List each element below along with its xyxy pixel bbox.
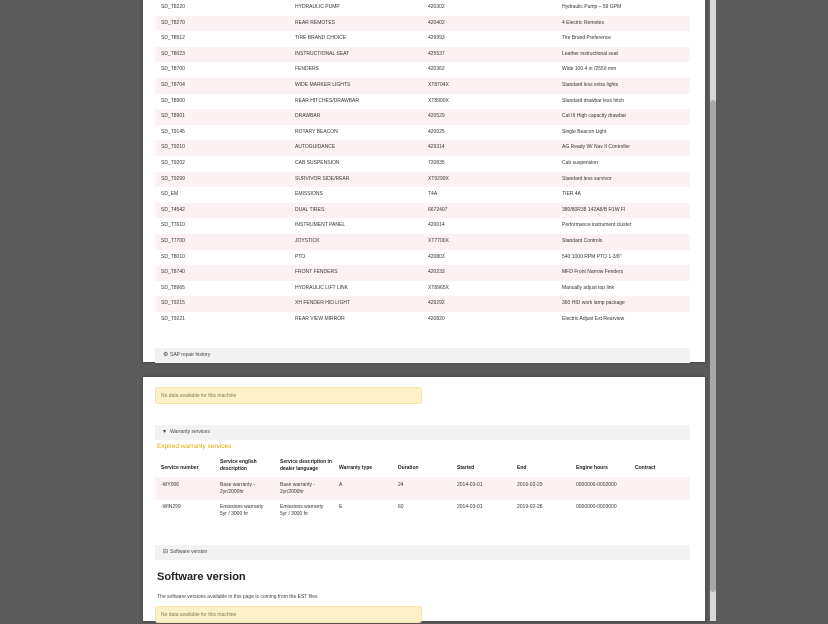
option-description-cell: MFD Front Narrow Fenders	[562, 269, 624, 276]
option-description-cell: Cab suspension	[562, 160, 598, 166]
option-number-cell: 420529	[428, 113, 445, 120]
table-row[interactable]	[155, 78, 690, 94]
started-cell: 2014-03-01	[457, 482, 483, 488]
option-code-cell: SD_T4542	[161, 206, 185, 213]
col-duration: Duration	[398, 465, 419, 471]
option-description-cell: 540 1000 RPM PTO 1-3/8"	[562, 253, 622, 260]
col-engine-hours: Engine hours	[576, 465, 608, 471]
table-row[interactable]	[155, 281, 690, 297]
option-code-cell: SD_T8220	[161, 4, 185, 10]
option-name-cell: DRAWBAR	[295, 113, 321, 120]
option-name-cell: PTO	[295, 253, 306, 260]
software-version-note: The software versions available in this page is coming from the EST files	[157, 594, 318, 600]
sap-repair-history-header[interactable]	[155, 348, 690, 363]
option-description-cell: 4 Electric Remotes	[562, 19, 604, 26]
option-name-cell: FRONT FENDERS	[295, 269, 338, 276]
option-code-cell: SD_T8740	[161, 269, 185, 276]
service-number-cell: -WIN299	[161, 504, 181, 510]
option-description-cell: Standard Controls	[562, 238, 603, 244]
option-number-cell: XT8704X	[428, 82, 449, 88]
option-name-cell: TIRE BRAND CHOICE	[295, 35, 347, 42]
option-code-cell: SD_T9299	[161, 175, 185, 182]
option-description-cell: Leather instructional seat	[562, 50, 618, 57]
end-cell: 2016-02-29	[517, 482, 543, 488]
option-code-cell: SD_T8010	[161, 253, 185, 260]
option-description-cell: Single Beacon Light	[562, 128, 607, 135]
option-name-cell: AUTOGUIDANCE	[295, 144, 336, 151]
option-name-cell: REAR HITCHES/DRAWBAR	[295, 97, 359, 104]
table-row[interactable]	[155, 296, 690, 312]
square-minus-icon: ⊟	[163, 549, 169, 555]
english-description-cell: Emissions warranty 5yr / 3000 hr	[220, 504, 264, 517]
option-name-cell: EMISSIONS	[295, 191, 323, 198]
option-code-cell: SD_T9215	[161, 300, 185, 307]
option-description-cell: Cat III High capacity drawbar	[562, 113, 627, 120]
warranty-type-cell: E	[339, 504, 343, 510]
col-warranty-type: Warranty type	[339, 465, 373, 471]
warranty-type-cell: A	[339, 482, 343, 488]
option-number-cell: 720835	[428, 160, 445, 166]
option-name-cell: INSTRUCTIONAL SEAT	[295, 50, 350, 57]
option-number-cell: 429993	[428, 35, 445, 42]
option-description-cell: Hydraulic Pump – 59 GPM	[562, 4, 622, 10]
option-description-cell: Standard less survivor	[562, 175, 612, 182]
option-description-cell: Electric Adjust Ext Rearview	[562, 316, 625, 322]
option-description-cell: Standard drawbar less hitch	[562, 97, 624, 104]
duration-cell: 60	[398, 504, 404, 510]
option-description-cell: Wide 100.4 in /2550 mm	[562, 66, 617, 73]
col-dealer-description: Service description in dealer language	[280, 459, 332, 472]
duration-cell: 24	[398, 482, 404, 488]
option-number-cell: 6672407	[428, 206, 448, 213]
option-number-cell: 425537	[428, 50, 445, 57]
option-code-cell: SD_T9202	[161, 160, 185, 166]
option-name-cell: REAR REMOTES	[295, 19, 336, 26]
table-row[interactable]	[155, 16, 690, 32]
option-number-cell: XT7700X	[428, 238, 449, 244]
warranty-services-label: Warranty services	[170, 429, 210, 435]
option-code-cell: SD_T7700	[161, 238, 185, 244]
option-description-cell: TIER 4A	[562, 191, 581, 198]
table-row[interactable]	[155, 218, 690, 234]
option-number-cell: 420402	[428, 19, 445, 26]
option-number-cell: T4A	[428, 191, 438, 198]
table-row[interactable]	[155, 312, 690, 328]
option-number-cell: 420803	[428, 253, 445, 260]
col-contract: Contract	[635, 465, 656, 471]
option-number-cell: 429292	[428, 300, 445, 307]
option-description-cell: Tire Brand Preference	[562, 35, 612, 42]
table-row[interactable]	[155, 172, 690, 188]
option-number-cell: XT8965X	[428, 284, 449, 291]
option-name-cell: HYDRAULIC PUMP	[295, 4, 340, 10]
table-row[interactable]	[155, 109, 690, 125]
table-row[interactable]	[155, 0, 690, 16]
software-version-label: Software version	[170, 549, 208, 555]
table-row[interactable]	[155, 234, 690, 250]
table-row[interactable]	[155, 203, 690, 219]
option-description-cell: 360 HID work lamp package	[562, 300, 625, 307]
table-row[interactable]	[155, 47, 690, 63]
dealer-description-cell: Base warranty - 2yr/2000hr	[280, 482, 316, 495]
option-name-cell: XH FENDER HID LIGHT	[295, 300, 351, 307]
table-row[interactable]	[155, 265, 690, 281]
software-version-title: Software version	[157, 571, 246, 583]
engine-hours-cell: 0000000-0003000	[576, 504, 617, 510]
option-code-cell: SD_T8512	[161, 35, 185, 42]
table-row[interactable]	[155, 156, 690, 172]
option-description-cell: 380/80R38 142A8/B R1W FI	[562, 206, 626, 213]
option-description-cell: Standard less extra lights	[562, 82, 619, 88]
option-name-cell: INSTRUMENT PANEL	[295, 222, 346, 229]
table-row[interactable]	[155, 187, 690, 203]
option-number-cell: 420362	[428, 66, 445, 73]
table-row[interactable]	[155, 94, 690, 110]
option-number-cell: XT9299X	[428, 175, 449, 182]
table-row[interactable]	[155, 62, 690, 78]
table-row[interactable]	[155, 250, 690, 266]
option-number-cell: 429314	[428, 144, 445, 151]
configuration-page	[143, 0, 705, 362]
table-row[interactable]	[155, 477, 690, 500]
option-number-cell: XT8900X	[428, 97, 449, 104]
software-version-header[interactable]	[155, 545, 690, 560]
option-name-cell: REAR VIEW MIRROR	[295, 316, 345, 322]
option-code-cell: SD_EM	[161, 191, 179, 198]
option-code-cell: SD_T8023	[161, 50, 185, 57]
service-number-cell: -WY006	[161, 482, 180, 488]
col-english-description: Service english description	[220, 459, 257, 472]
option-name-cell: ROTARY BEACON	[295, 128, 338, 135]
col-service-number: Service number	[161, 465, 199, 471]
option-number-cell: 420302	[428, 4, 445, 10]
option-name-cell: CAB SUSPENSION	[295, 160, 340, 166]
option-code-cell: SD_T9221	[161, 316, 185, 322]
option-code-cell: SD_T8270	[161, 19, 185, 26]
col-started: Started	[457, 465, 475, 471]
expired-warranty-title: Expired warranty services	[157, 443, 232, 450]
table-row[interactable]	[155, 31, 690, 47]
option-code-cell: SD_T9210	[161, 144, 185, 151]
sap-repair-history-label: SAP repair history	[170, 352, 211, 358]
table-row[interactable]	[155, 140, 690, 156]
pin-icon: ▾	[163, 429, 167, 435]
english-description-cell: Base warranty - 2yr/2000hr	[220, 482, 256, 495]
col-end: End	[517, 465, 527, 471]
end-cell: 2019-02-28	[517, 504, 543, 510]
option-code-cell: SD_T8901	[161, 113, 185, 120]
option-name-cell: SURVIVOR SIDE/REAR	[295, 175, 350, 182]
option-description-cell: Manually adjust top link	[562, 284, 614, 291]
table-row[interactable]	[155, 500, 690, 523]
option-number-cell: 420025	[428, 128, 445, 135]
option-code-cell: SD_T8704	[161, 82, 185, 88]
scrollbar-thumb[interactable]	[710, 100, 716, 592]
option-number-cell: 420233	[428, 269, 445, 276]
option-name-cell: DUAL TIRES	[295, 206, 325, 213]
gear-icon: ⚙	[163, 352, 169, 358]
sap-no-data-notice: No data available for this machine	[155, 387, 422, 404]
option-code-cell: SD_T8965	[161, 284, 185, 291]
option-code-cell: SD_T7610	[161, 222, 185, 229]
option-code-cell: SD_T8900	[161, 97, 185, 104]
option-name-cell: JOYSTICK	[295, 238, 320, 244]
option-description-cell: AG Ready W/ Nav II Controller	[562, 144, 631, 151]
software-no-data-notice: No data available for this machine	[155, 606, 422, 623]
option-description-cell: Performance instrument cluster	[562, 222, 632, 229]
option-code-cell: SD_T8700	[161, 66, 185, 73]
option-number-cell: 420014	[428, 222, 445, 229]
engine-hours-cell: 0000000-0002000	[576, 482, 617, 488]
started-cell: 2014-03-01	[457, 504, 483, 510]
option-number-cell: 420820	[428, 316, 445, 322]
option-name-cell: WIDE MARKER LIGHTS	[295, 82, 351, 88]
option-name-cell: FENDERS	[295, 66, 319, 73]
scrollbar[interactable]	[710, 0, 716, 621]
dealer-description-cell: Emissions warranty 5yr / 3000 hr	[280, 504, 324, 517]
warranty-services-header[interactable]	[155, 425, 690, 440]
option-code-cell: SD_T9145	[161, 128, 185, 135]
history-page	[143, 377, 705, 621]
option-name-cell: HYDRAULIC LIFT LINK	[295, 284, 348, 291]
table-row[interactable]	[155, 125, 690, 141]
